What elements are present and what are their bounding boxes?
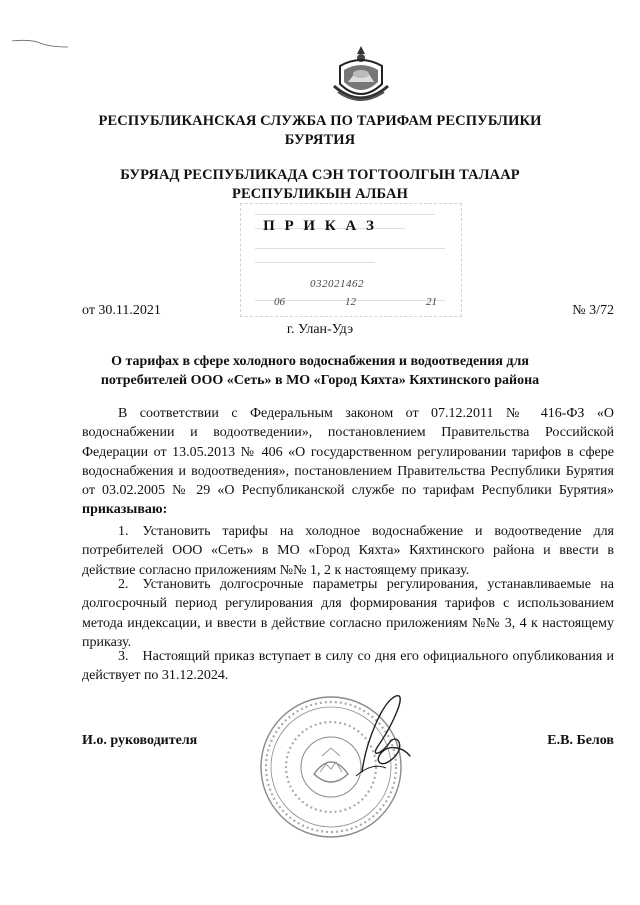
document-type-title: П Р И К А З (263, 218, 377, 234)
signatory-title: И.о. руководителя (82, 733, 198, 748)
preamble-text: В соответствии с Федеральным законом от 07.12.2011 № 416-ФЗ «О водоснабжении и водоотведении», постановлением Правительства Российской Федерации от 13.05.2013 № 406 «О государственном регулировании тарифов в сфере водоснабжения и водоотведения», постановлением Правительства Республики Бурятия от 03.02.2005 № 29 «О Республиканской службе по тарифам Республики Бурятия» (82, 406, 614, 499)
handwritten-signature (352, 692, 414, 778)
order-number: № 3/72 (572, 303, 614, 318)
margin-scribble (10, 36, 70, 50)
coat-of-arms-emblem (330, 44, 392, 110)
preamble-paragraph (82, 404, 614, 520)
organization-name-ru: РЕСПУБЛИКАНСКАЯ СЛУЖБА ПО ТАРИФАМ РЕСПУБЛИКИ БУРЯТИЯ (98, 113, 542, 148)
order-item-3: 3. Настоящий приказ вступает в силу со дня его официального опубликования и действует по 31.12.2024. (82, 649, 614, 684)
city: г. Улан-Удэ (286, 322, 354, 337)
order-item-2: 2. Установить долгосрочные параметры регулирования, устанавливаемые на долгосрочный период регулирования для формирования тарифов с использованием метода индексации, и ввести в действие согласно приложениям №№ 3, 4 к настоящему приказу. (82, 577, 614, 650)
order-subject: О тарифах в сфере холодного водоснабжения и водоотведения для потребителей ООО «Сеть» в МО «Город Кяхта» Кяхтинского района (100, 354, 540, 388)
registration-month: 12 (345, 296, 356, 308)
registration-number: 032021462 (310, 278, 364, 290)
registration-year: 21 (426, 296, 437, 308)
organization-name-buryat: БУРЯАД РЕСПУБЛИКАДА СЭН ТОГТООЛГЫН ТАЛААР РЕСПУБЛИКЫН АЛБАН (120, 167, 520, 202)
registration-day: 06 (274, 296, 285, 308)
order-item-1: 1. Установить тарифы на холодное водоснабжение и водоотведение для потребителей ООО «Сеть» в МО «Город Кяхта» Кяхтинского района и ввести в действие согласно приложениям №№ 1, 2 к настоящему приказу. (82, 524, 614, 578)
signatory-name: Е.В. Белов (547, 733, 614, 748)
order-date: от 30.11.2021 (82, 303, 161, 318)
preamble-command: приказываю: (82, 502, 168, 518)
